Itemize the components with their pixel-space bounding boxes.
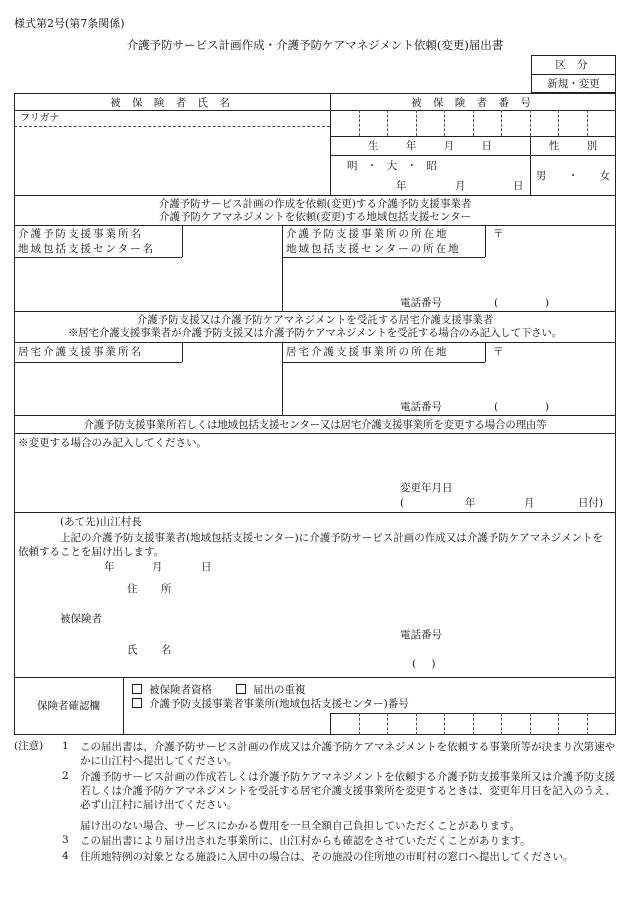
insured-name-input[interactable]: [15, 128, 329, 194]
submission-day: 日: [201, 561, 212, 573]
change-date-year: 年: [465, 497, 476, 509]
home-care-phone-paren-close: ): [545, 401, 550, 413]
provider-phone-paren-open: (: [494, 297, 499, 309]
insured-name-label: 被 保 険 者 氏 名: [110, 97, 234, 109]
note-2-text: [80, 770, 616, 812]
note-2-number: 2: [62, 770, 69, 782]
home-care-postal-mark: 〒: [493, 346, 504, 358]
submission-name-input[interactable]: [190, 641, 390, 659]
note-4-number: 4: [62, 850, 69, 862]
home-care-address-label: 居宅介護支援事業所の所在地: [286, 346, 449, 358]
notes-label: (注意): [14, 740, 44, 752]
provider-phone-input[interactable]: [500, 295, 542, 309]
home-care-heading-1: 介護予防支援又は介護予防ケアマネジメントを受託する居宅介護支援事業者: [136, 314, 494, 326]
submission-address-label: 住 所: [127, 583, 172, 595]
note-1-text-content: この届出書は、介護予防サービス計画の作成又は介護予防ケアマネジメントを依頼する事業所等が決まり次第速やかに山江村へ提出してください。: [80, 741, 616, 767]
provider-address-label-1: 介護予防支援事業所の所在地: [286, 228, 449, 240]
home-care-phone-label: 電話番号: [400, 401, 442, 413]
home-care-name-label: 居宅介護支援事業所名: [18, 346, 143, 358]
category-value[interactable]: 新規・変更: [547, 78, 600, 90]
submission-name-label: 氏 名: [127, 644, 172, 656]
insured-number-label: 被 保 険 者 番 号: [411, 97, 535, 109]
provider-name-input[interactable]: [15, 258, 281, 310]
change-date-day: 日付): [578, 497, 604, 509]
submission-insured-label: 被保険者: [60, 613, 102, 625]
home-care-address-input[interactable]: [503, 344, 615, 394]
insured-number-input[interactable]: [331, 111, 615, 135]
provider-phone-label: 電話番号: [400, 297, 442, 309]
note-1-text: [80, 740, 616, 768]
provider-name-label-2: 地域包括支援センター名: [18, 243, 156, 255]
note-4-text: 住所地特例の対象となる施設に入居中の場合は、その施設の住所地の市町村の窓口へ提出してください。: [80, 851, 574, 863]
era-options[interactable]: 明 ・ 大 ・ 昭: [347, 160, 437, 172]
home-care-name-input[interactable]: [15, 363, 281, 414]
submission-phone-label: 電話番号: [400, 629, 442, 641]
change-reason-input[interactable]: [15, 452, 395, 507]
addressee: (あて先)山江村長: [60, 516, 142, 528]
provider-postal-mark: 〒: [493, 228, 504, 240]
home-care-phone-paren-open: (: [494, 401, 499, 413]
check-duplicate-label: 届出の重複: [253, 684, 306, 696]
change-date-label: 変更年月日: [400, 482, 453, 494]
home-care-phone-input[interactable]: [500, 399, 542, 413]
home-care-heading-2: ※居宅介護支援事業者が介護予防支援又は介護予防ケアマネジメントを受託する場合のみ記入して下さい。: [67, 327, 563, 339]
checkbox[interactable]: [132, 684, 142, 694]
submission-address-input[interactable]: [190, 580, 610, 598]
provider-address-label-2: 地域包括支援センターの所在地: [286, 243, 461, 255]
check-provider-number[interactable]: [132, 698, 409, 710]
provider-number-input[interactable]: [331, 714, 615, 734]
birth-month-unit: 月: [455, 180, 466, 192]
checkbox[interactable]: [132, 698, 142, 708]
submission-month: 月: [152, 561, 163, 573]
provider-address-input[interactable]: [503, 227, 615, 287]
check-insured-status-label: 被保険者資格: [149, 684, 212, 696]
note-3-text: この届出書により届け出された事業所に、山江村からも確認をさせていただくことがあります。: [80, 835, 531, 847]
birth-day-unit: 日: [513, 180, 524, 192]
provider-phone-paren-close: ): [545, 297, 550, 309]
provider-heading-2: 介護予防ケアマネジメントを依頼(変更)する地域包括支援センター: [159, 211, 471, 223]
change-date-month: 月: [524, 497, 535, 509]
furigana-label: フリガナ: [20, 113, 60, 124]
category-label: 区 分: [555, 59, 592, 71]
note-2-supplement: 届け出のない場合、サービスにかかる費用を一旦全額自己負担していただくことがあります。: [80, 820, 521, 832]
form-number: 様式第2号(第7条関係): [14, 17, 125, 30]
birth-label: 生 年 月 日: [367, 140, 492, 152]
checkbox[interactable]: [236, 684, 246, 694]
sex-options[interactable]: 男 ・ 女: [535, 170, 611, 182]
check-duplicate[interactable]: [236, 684, 306, 696]
submission-phone-input[interactable]: [418, 656, 442, 672]
birth-year-unit: 年: [396, 180, 407, 192]
submission-phone-parens: ( ): [412, 658, 436, 670]
check-insured-status[interactable]: [132, 684, 212, 696]
page-title: 介護予防サービス計画作成・介護予防ケアマネジメント依頼(変更)届出書: [126, 38, 504, 52]
check-provider-number-label: 介護予防支援事業者事業所(地域包括支援センター)番号: [149, 698, 409, 710]
note-2-text-content: 介護予防サービス計画の作成若しくは介護予防ケアマネジメントを依頼する介護予防支援事業所又は介護予防支援若しくは介護予防ケアマネジメントを受託する居宅介護支援事業所を変更するときは、変更年月日を記入のうえ、必ず山江村に届け出てください。: [80, 771, 616, 811]
note-3-number: 3: [62, 834, 69, 846]
submission-year: 年: [104, 561, 115, 573]
submission-body: 上記の介護予防支援事業者(地域包括支援センター)に介護予防サービス計画の作成又は介護予防ケアマネジメントを依頼することを届け出します。: [18, 532, 603, 558]
sex-label: 性 別: [548, 140, 598, 152]
change-date-paren-open: (: [400, 497, 405, 509]
insurer-check-label: 保険者確認欄: [37, 700, 100, 712]
change-reason-note: ※変更する場合のみ記入してください。: [18, 437, 207, 449]
note-1-number: 1: [62, 740, 69, 752]
provider-name-label-1: 介護予防支援事業所名: [18, 228, 143, 240]
provider-heading-1: 介護予防サービス計画の作成を依頼(変更)する介護予防支援事業者: [158, 198, 472, 210]
change-reason-heading: 介護予防支援事業所若しくは地域包括支援センター又は居宅介護支援事業所を変更する場合の理由等: [83, 419, 547, 431]
